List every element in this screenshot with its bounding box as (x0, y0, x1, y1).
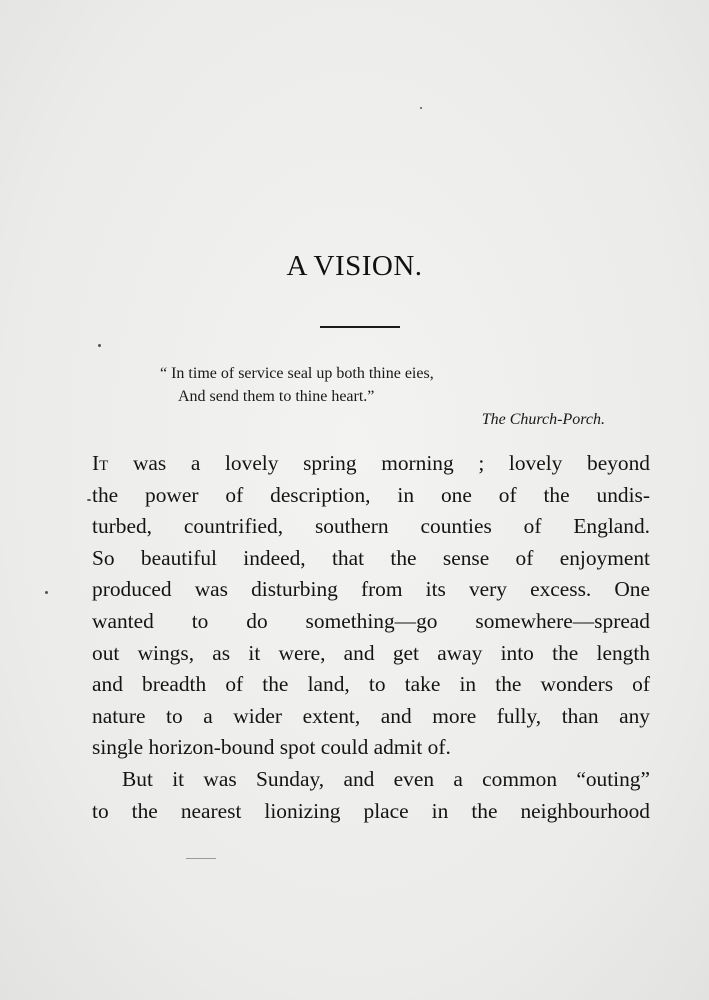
line-text: was a lovely spring morning ; lovely beyond (108, 451, 650, 475)
body-text (92, 448, 650, 827)
ink-speck (45, 591, 48, 594)
title-rule-divider (320, 326, 400, 328)
ink-speck (186, 858, 216, 859)
paragraph-1-line-6: wanted to do something—go somewhere—spread (92, 608, 650, 633)
ink-speck (420, 107, 422, 109)
drop-lead-word: It (92, 451, 109, 475)
paragraph-1-line-8: and breadth of the land, to take in the wonders of (92, 672, 650, 697)
paragraph-1-line-9: nature to a wider extent, and more fully, than any (92, 703, 650, 728)
ink-speck (98, 344, 101, 347)
chapter-title: A VISION. (286, 250, 423, 282)
paragraph-2-line-2: to the nearest lionizing place in the neighbourhood (92, 798, 650, 823)
paragraph-2-line-1: But it was Sunday, and even a common “outing” (122, 766, 650, 791)
epigraph-source: The Church-Porch. (481, 411, 605, 428)
paragraph-1-line-5: produced was disturbing from its very excess. One (92, 577, 650, 602)
paragraph-1-line-3: turbed, countrified, southern counties of England. (92, 514, 650, 539)
paragraph-1-line-4: So beautiful indeed, that the sense of enjoyment (92, 545, 650, 570)
epigraph (160, 362, 610, 431)
paragraph-1-line-2: the power of description, in one of the undis- (92, 482, 650, 507)
epigraph-line-2: And send them to thine heart.” (178, 388, 375, 405)
paragraph-1-line-10: single horizon-bound spot could admit of. (92, 735, 451, 760)
paragraph-1-line-7: out wings, as it were, and get away into the length (92, 640, 650, 665)
paragraph-1-line-1 (92, 448, 650, 480)
epigraph-line-1: “ In time of service seal up both thine eies, (160, 365, 434, 382)
ink-speck (87, 499, 91, 501)
